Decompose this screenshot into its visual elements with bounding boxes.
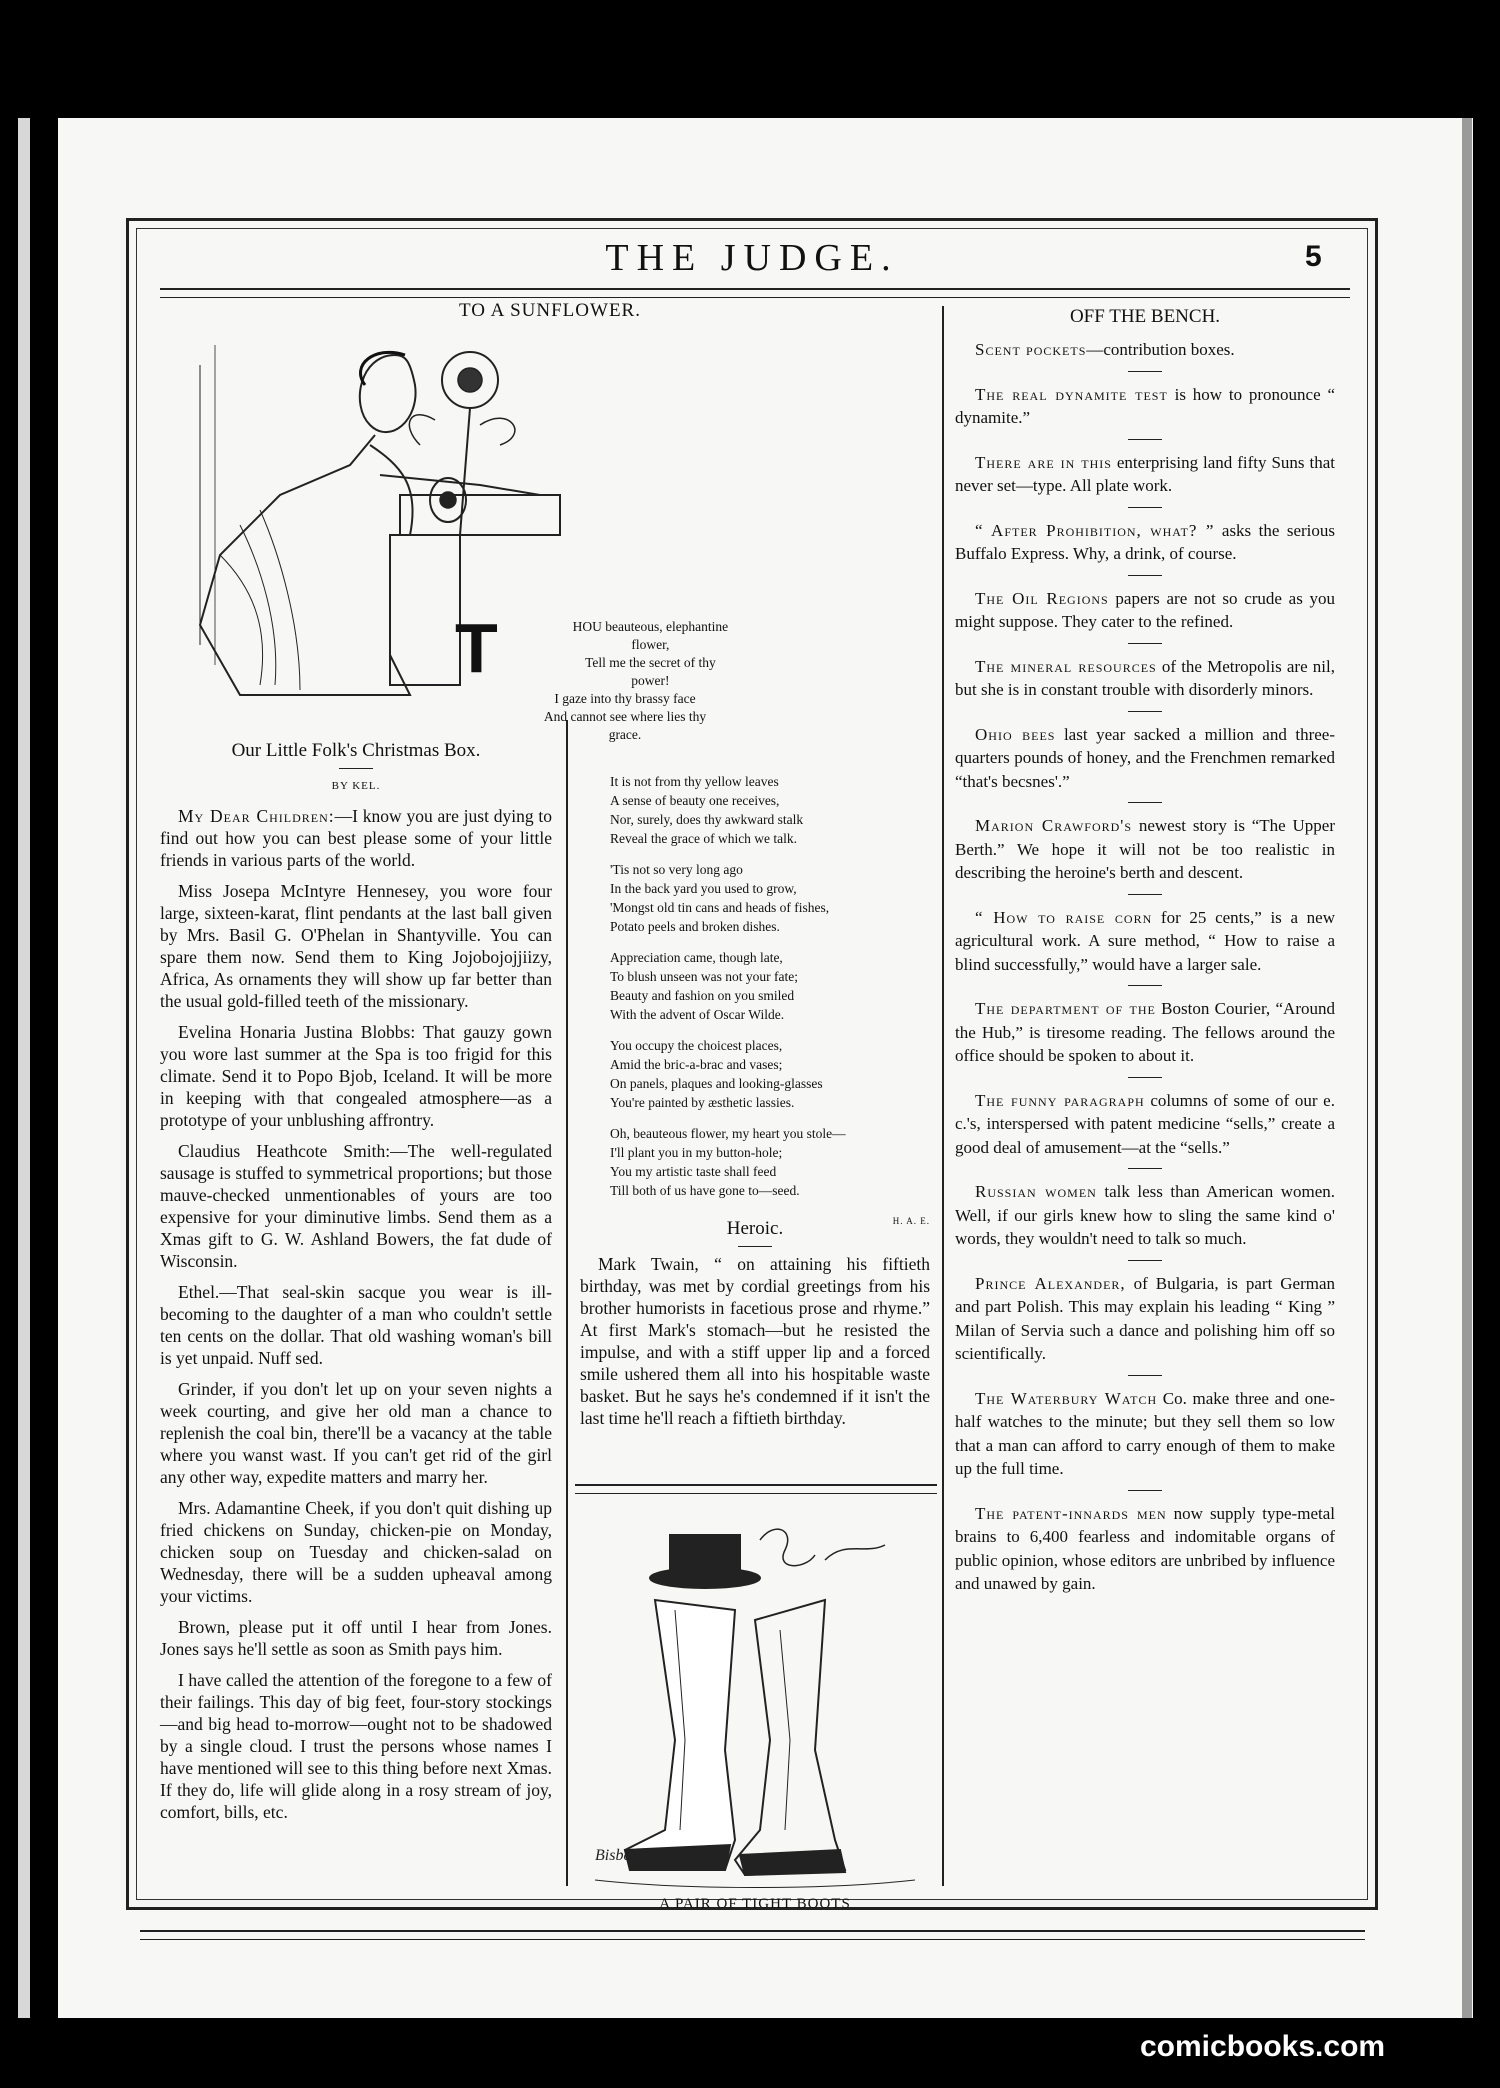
book-spine (18, 118, 30, 2018)
item-lead: Russian women (975, 1182, 1097, 1201)
poem-line: Appreciation came, though late, (610, 950, 783, 965)
item-text: now supply type-metal brains to 6,400 fearless and indomitable organs of public opinion, whose editors are unbribed by influence and unawed by gain. (955, 1503, 1335, 1593)
article-paragraph (160, 805, 552, 871)
paragraph-item (955, 1089, 1335, 1160)
poem-line: A sense of beauty one receives, (610, 793, 780, 808)
item-lead: “ How to raise corn (975, 907, 1153, 927)
poem-line: HOU beauteous, elephantine (572, 619, 729, 634)
poem-stanza (610, 860, 930, 936)
drop-cap: T (455, 609, 498, 687)
poem-line: Reveal the grace of which we talk. (610, 831, 798, 846)
poem-line: Beauty and fashion on you smiled (610, 988, 795, 1003)
article-paragraph: Mrs. Adamantine Cheek, if you don't quit dishing up fried chickens on Sunday, chicken-pie on Monday, chicken soup on Tuesday and chicken-salad on Wednesday, there will be a sudden upheaval among your victims. (160, 1498, 552, 1606)
item-text: Boston Courier, “Around the Hub,” is tiresome reading. The fellows around the office should be spoken to about it. (955, 999, 1335, 1065)
paragraph-item (955, 338, 1335, 362)
sunflower-poem-stanzas (610, 772, 930, 1231)
paragraph-item (955, 383, 1335, 430)
paragraph-item (955, 655, 1335, 702)
item-text: papers are not so crude as you might suppose. They cater to the refined. (955, 588, 1336, 631)
title-rule (738, 1246, 772, 1247)
poem-stanza (610, 772, 930, 848)
item-text: Co. make three and one-half watches to the minute; but they sell them so low that a man can afford to carry enough of them to make up the full time. (955, 1388, 1335, 1478)
paragraph-item (955, 1180, 1335, 1251)
poem-line: power! (631, 673, 670, 688)
paragraph-item (955, 1272, 1335, 1366)
paragraph-item (955, 1502, 1335, 1596)
page-number: 5 (1305, 240, 1322, 273)
article-byline: BY KEL. (331, 780, 381, 792)
illustration-caption: A PAIR OF TIGHT BOOTS (659, 1896, 851, 1912)
item-lead: Prince Alexander, (975, 1273, 1126, 1293)
poem-line: 'Mongst old tin cans and heads of fishes, (610, 900, 830, 915)
masthead-rule (160, 288, 1350, 298)
christmas-box-article (160, 740, 552, 1832)
item-text: —contribution boxes. (1086, 340, 1235, 359)
item-divider (1128, 894, 1162, 895)
item-text: newest story is “The Upper Berth.” We hope it will not be too realistic in describing the heroine's berth and descent. (955, 816, 1335, 882)
item-divider (1128, 507, 1162, 508)
item-text: last year sacked a million and three-quarters pounds of honey, and the Frenchmen remarked “that's becsnes'.” (955, 724, 1335, 791)
item-divider (1128, 575, 1162, 576)
paragraph-item (955, 587, 1335, 634)
poem-stanza (610, 948, 930, 1024)
poem-line: Potato peels and broken dishes. (610, 919, 780, 934)
poem-line: You my artistic taste shall feed (610, 1164, 777, 1179)
paragraph-item (955, 723, 1335, 794)
article-paragraph: Claudius Heathcote Smith:—The well-regulated sausage is stuffed to symmetrical proportions; but those mauve-checked unmentionables of yours are too expensive for your diminutive limbs. Send them as a Xmas gift to G. W. Ashland Bowers, the fat dude of Wisconsin. (160, 1141, 552, 1271)
item-lead: The funny paragraph (975, 1090, 1145, 1110)
poem-stanza (610, 1036, 930, 1112)
poem-line: With the advent of Oscar Wilde. (610, 1007, 785, 1022)
page-edge (1462, 118, 1472, 2018)
off-the-bench-column (955, 306, 1335, 1596)
item-text: of Bulgaria, is part German and part Polish. This may explain his leading “ King ” Milan of Servia such a dance and polishing him off so scientifically. (955, 1273, 1336, 1363)
artist-signature: Bisbee (595, 1847, 638, 1864)
item-lead: The department of the (975, 999, 1156, 1018)
item-lead: The real dynamite test (975, 384, 1168, 404)
section-rule (575, 1484, 937, 1494)
sunflower-first-stanza (455, 609, 795, 744)
column-rule-left (566, 720, 568, 1886)
poem-line: In the back yard you used to grow, (610, 881, 797, 896)
poem-line: To blush unseen was not your fate; (610, 969, 799, 984)
item-lead: The Waterbury Watch (975, 1388, 1158, 1408)
poem-line: Nor, surely, does thy awkward stalk (610, 812, 804, 827)
poem-line: Amid the bric-a-brac and vases; (610, 1057, 783, 1072)
poem-line: On panels, plaques and looking-glasses (610, 1076, 823, 1091)
article-paragraph: I have called the attention of the foregone to a few of their failings. This day of big feet, four-story stockings—and big head to-morrow—ought not to be shadowed by a single cloud. I trust the persons whose names I have mentioned will see to this thing before next Xmas. If they do, life will glide along in a rosy stream of joy, comfort, bills, etc. (160, 1670, 552, 1822)
item-lead: “ After Prohibition, what? ” (975, 520, 1215, 540)
item-text: enterprising land fifty Suns that never set—type. All plate work. (955, 452, 1335, 495)
item-text: columns of some of our e. c.'s, interspersed with patent medicine “sells,” create a good deal of amusement—at the “sells.” (955, 1090, 1335, 1157)
poem-line: I'll plant you in my button-hole; (610, 1145, 783, 1160)
paragraph-item (955, 451, 1335, 498)
item-lead: The patent-innards men (975, 1503, 1167, 1523)
item-text: talk less than American women. Well, if our girls knew how to sling the same kind o' words, they wouldn't need to talk so much. (955, 1182, 1335, 1248)
item-lead: There are in this (975, 452, 1112, 472)
poem-line: It is not from thy yellow leaves (610, 774, 779, 789)
poem-line: 'Tis not so very long ago (610, 862, 743, 877)
item-divider (1128, 643, 1162, 644)
poem-line: You occupy the choicest places, (610, 1038, 783, 1053)
salutation: My Dear Children: (178, 806, 335, 826)
poem-line: grace. (608, 727, 642, 742)
paragraph-item (955, 1387, 1335, 1481)
item-lead: Ohio bees (975, 724, 1056, 744)
poem-line: Tell me the secret of thy (585, 655, 716, 670)
poem-signature: H. A. E. (892, 1216, 930, 1226)
item-text: of the Metropolis are nil, but she is in constant trouble with disorderly minors. (955, 656, 1335, 699)
tight-boots-illustration (585, 1500, 930, 1895)
poem-line: And cannot see where lies thy (543, 709, 707, 724)
poem-line: I gaze into thy brassy face (554, 691, 696, 706)
article-paragraph: Evelina Honaria Justina Blobbs: That gauzy gown you wore last summer at the Spa is too frigid for this climate. Send it to Popo Bjob, Iceland. It will be more in keeping with that congealed atmosphere—as a prototype of your unblushing affrontry. (160, 1022, 552, 1130)
site-watermark: comicbooks.com (1140, 2030, 1386, 2063)
item-divider (1128, 439, 1162, 440)
article-paragraph: Ethel.—That seal-skin sacque you wear is ill-becoming to the daughter of a man who couldn't settle ten cents on the dollar. That old washing woman's bill is yet unpaid. Nuff sed. (160, 1282, 552, 1368)
column-title: OFF THE BENCH. (1069, 306, 1221, 327)
paragraph-item (955, 519, 1335, 566)
article-paragraph: Miss Josepa McIntyre Hennesey, you wore four large, sixteen-karat, flint pendants at the last ball given by Mrs. Basil G. O'Phelan in Shantyville. You can spare them now. Send them to King Jojobojojjiizy, Africa, As ornaments they will show up far better than the usual gold-filled teeth of the missionary. (160, 881, 552, 1011)
poem-line: Till both of us have gone to—seed. (610, 1183, 800, 1198)
sunflower-poem-title: TO A SUNFLOWER. (459, 300, 641, 321)
bottom-rule (140, 1930, 1365, 1940)
item-divider (1128, 1077, 1162, 1078)
paragraph-text: —I know you are just dying to find out how you can best please some of your little friends in various parts of the world. (160, 806, 553, 870)
poem-line: Oh, beauteous flower, my heart you stole— (610, 1126, 846, 1141)
item-divider (1128, 1490, 1162, 1491)
item-lead: Scent pockets (975, 340, 1087, 359)
title-rule (339, 768, 373, 769)
item-lead: The mineral resources (975, 656, 1157, 676)
article-title: Heroic. (726, 1218, 784, 1239)
item-divider (1128, 1168, 1162, 1169)
item-divider (1128, 1260, 1162, 1261)
column-rule-right (942, 306, 944, 1886)
item-text: for 25 cents,” is a new agricultural work. A sure method, “ How to raise a blind successfully,” would have a larger sale. (955, 907, 1335, 974)
poem-stanza (610, 1124, 930, 1200)
article-paragraph: Mark Twain, “ on attaining his fiftieth birthday, was met by cordial greetings from his brother humorists in facetious prose and rhyme.” At first Mark's stomach—but he resisted the impulse, and with a stiff upper lip and a forced smile ushered them all into his hospitable waste basket. But he says he's condemned if it isn't the last time he'll reach a fiftieth birthday. (580, 1254, 930, 1428)
heroic-article (580, 1218, 930, 1438)
masthead-title: THE JUDGE. (605, 237, 899, 279)
poem-line: You're painted by æsthetic lassies. (610, 1095, 795, 1110)
poem-line: flower, (631, 637, 670, 652)
paragraph-item (955, 906, 1335, 977)
item-lead: The Oil Regions (975, 588, 1109, 608)
item-text: asks the serious Buffalo Express. Why, a drink, of course. (955, 520, 1335, 563)
item-divider (1128, 1375, 1162, 1376)
article-paragraph: Grinder, if you don't let up on your seven nights a week courting, and give her old man a chance to replenish the coal bin, there'll be a vacancy at the table where you wanst wast. If you can't get rid of the girl any other way, expedite matters and marry her. (160, 1379, 552, 1487)
article-paragraph: Brown, please put it off until I hear from Jones. Jones says he'll settle as soon as Smith pays him. (160, 1617, 552, 1659)
item-divider (1128, 371, 1162, 372)
item-divider (1128, 711, 1162, 712)
item-text: is how to pronounce “ dynamite.” (955, 384, 1335, 427)
item-divider (1128, 802, 1162, 803)
item-divider (1128, 985, 1162, 986)
article-title: Our Little Folk's Christmas Box. (231, 740, 481, 761)
item-lead: Marion Crawford's (975, 816, 1133, 835)
paragraph-item (955, 997, 1335, 1068)
paragraph-item (955, 814, 1335, 885)
